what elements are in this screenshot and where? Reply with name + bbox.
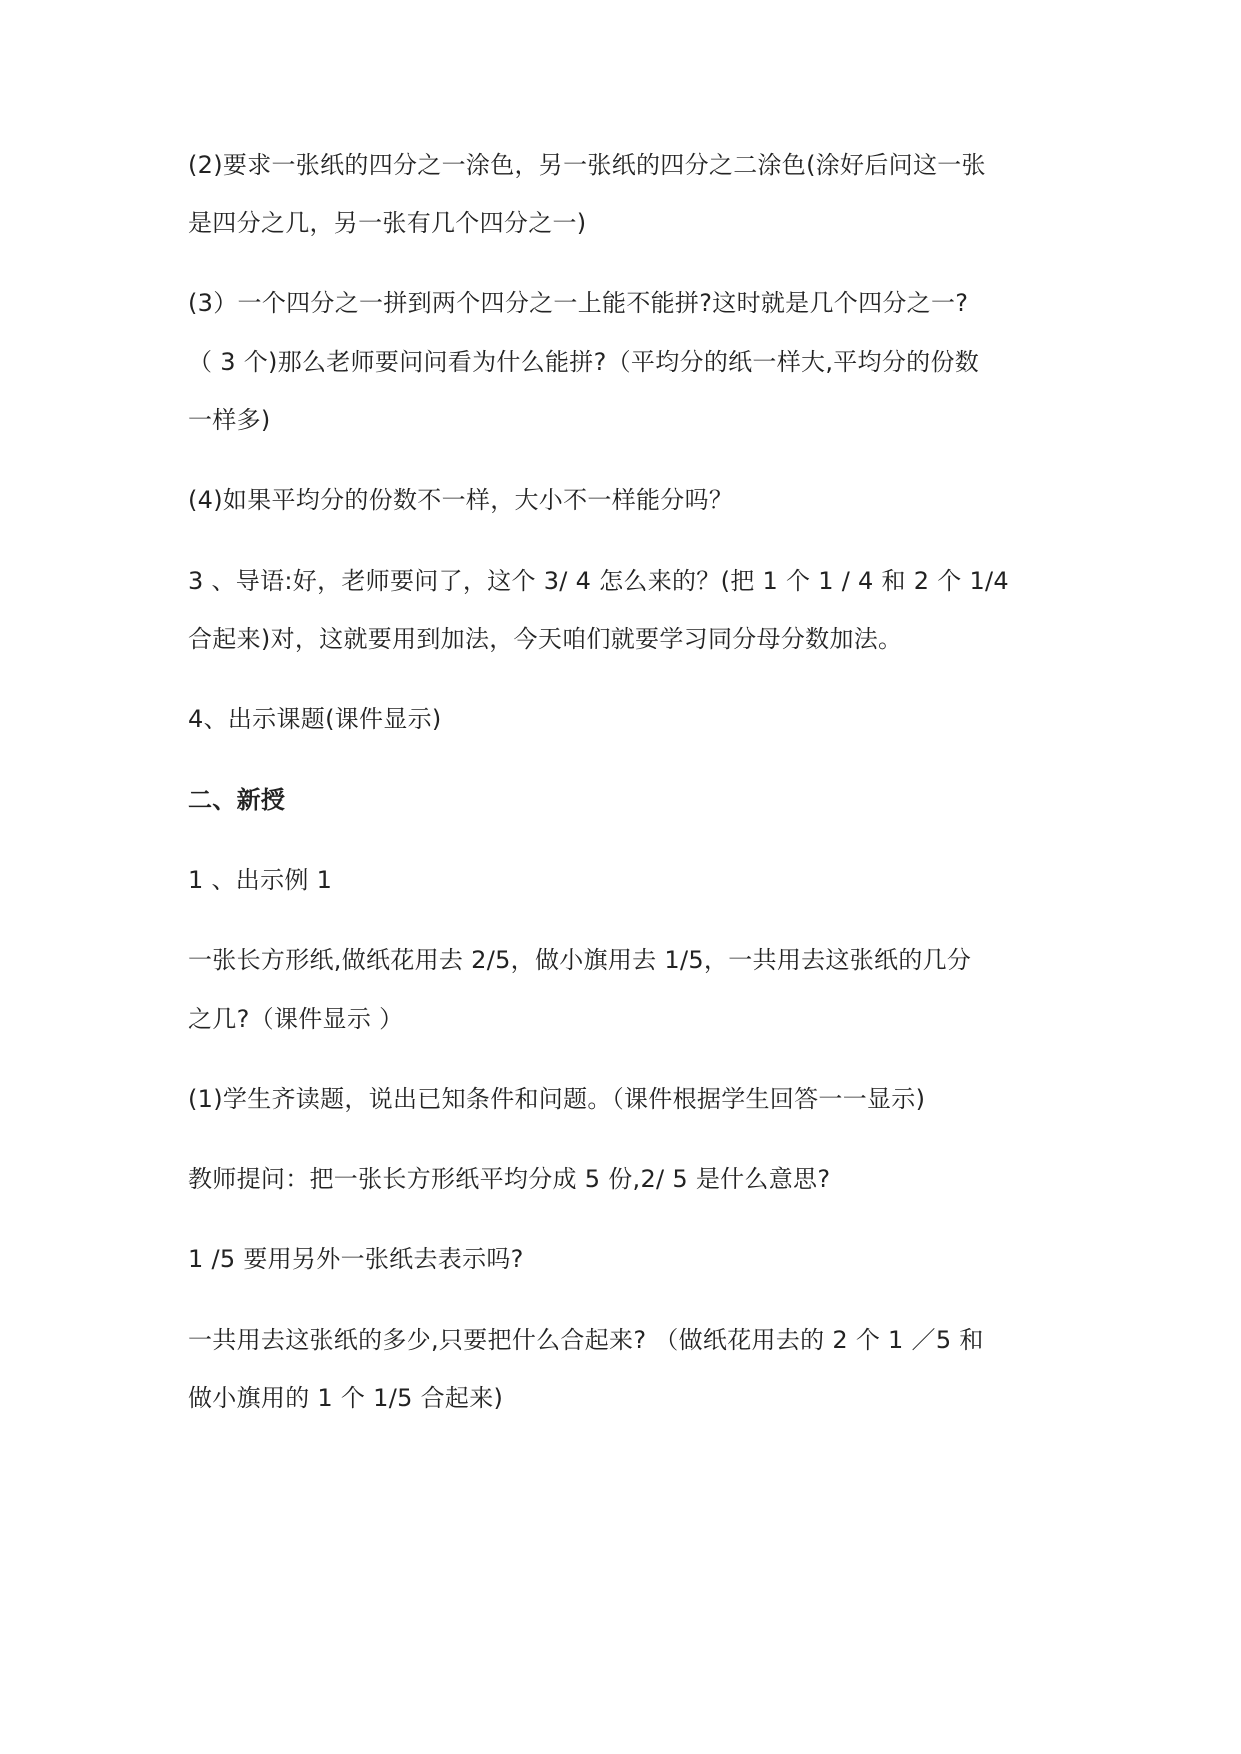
paragraph-line: 一共用去这张纸的多少,只要把什么合起来? （做纸花用去的 2 个 1 ／5 和 bbox=[188, 1326, 984, 1354]
paragraph-line: 3 、导语:好，老师要问了，这个 3/ 4 怎么来的？(把 1 个 1 / 4 和 2 个 1/4 bbox=[188, 567, 1010, 595]
paragraph-line: 教师提问：把一张长方形纸平均分成 5 份,2/ 5 是什么意思? bbox=[188, 1165, 831, 1193]
paragraph-line: 4、出示课题(课件显示) bbox=[188, 705, 442, 733]
paragraph-line: 做小旗用的 1 个 1/5 合起来) bbox=[188, 1384, 504, 1412]
paragraph-line: （ 3 个)那么老师要问问看为什么能拼?（平均分的纸一样大,平均分的份数 bbox=[188, 348, 980, 376]
paragraph-line: 是四分之几，另一张有几个四分之一) bbox=[188, 209, 587, 237]
paragraph-line: (2)要求一张纸的四分之一涂色，另一张纸的四分之二涂色(涂好后问这一张 bbox=[188, 151, 986, 179]
paragraph-line: (4)如果平均分的份数不一样，大小不一样能分吗？ bbox=[188, 486, 734, 514]
paragraph-line: 一样多) bbox=[188, 406, 271, 434]
paragraph-line: 之几?（课件显示 ） bbox=[188, 1005, 404, 1033]
paragraph-line: 一张长方形纸,做纸花用去 2/5，做小旗用去 1/5，一共用去这张纸的几分 bbox=[188, 946, 972, 974]
paragraph-line: (3）一个四分之一拼到两个四分之一上能不能拼?这时就是几个四分之一? bbox=[188, 289, 969, 317]
section-heading: 二、新授 bbox=[188, 786, 286, 814]
paragraph-line: 合起来)对，这就要用到加法，今天咱们就要学习同分母分数加法。 bbox=[188, 625, 903, 653]
paragraph-line: 1 、出示例 1 bbox=[188, 866, 333, 894]
paragraph-line: (1)学生齐读题，说出已知条件和问题。（课件根据学生回答一一显示) bbox=[188, 1085, 926, 1113]
paragraph-line: 1 /5 要用另外一张纸去表示吗? bbox=[188, 1245, 524, 1273]
